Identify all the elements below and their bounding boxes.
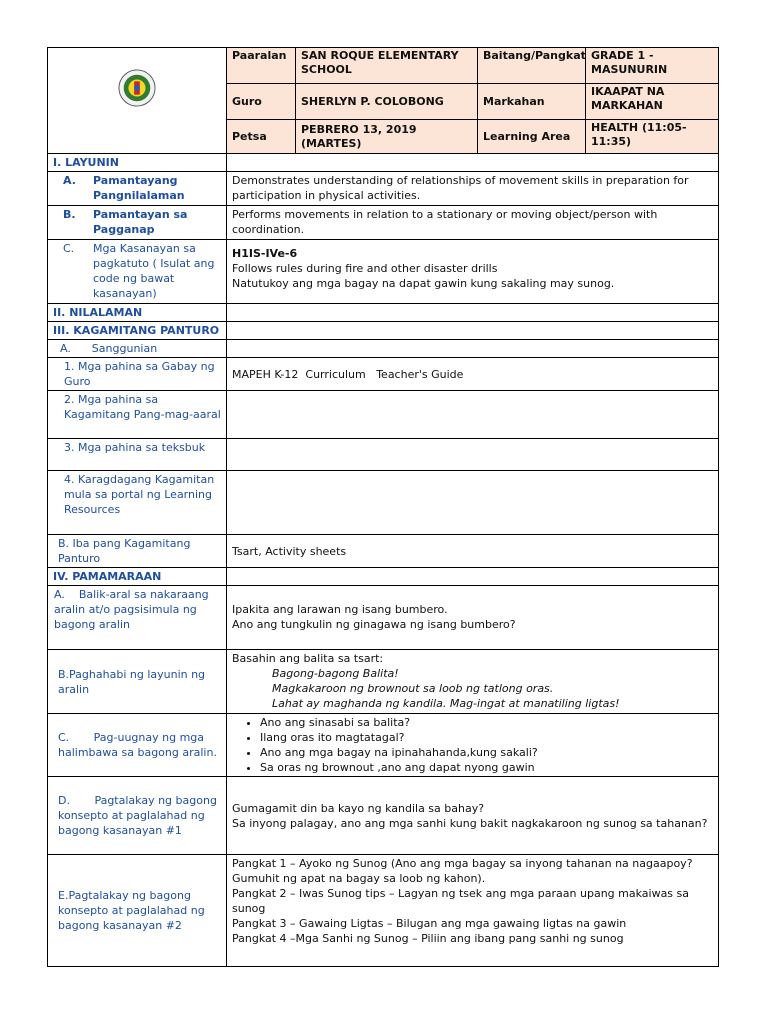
pagtalakay-1-line-1: Gumagamit din ba kayo ng kandila sa bahay? xyxy=(232,801,485,815)
pagtalakay-2-line-2: Gumuhit ng apat na bagay sa loob ng kahon). xyxy=(232,872,486,885)
label-balik-aral: A. Balik-aral sa nakaraang aralin at/o pagsisimula ng bagong aralin xyxy=(48,586,227,650)
list-item: • Ano ang mga bagay na ipinahahanda,kung sakali? xyxy=(260,745,713,760)
label-teksbuk: 3. Mga pahina sa teksbuk xyxy=(48,439,227,471)
list-item: • Sa oras ng brownout ,ano ang dapat nyong gawin xyxy=(260,760,713,775)
label-a: A. Pamantayang Pangnilalaman xyxy=(48,172,227,206)
section-kagamitan: III. KAGAMITANG PANTURO xyxy=(48,322,227,340)
label-c: C. Mga Kasanayan sa pagkatuto ( Isulat ang code ng bawat kasanayan) xyxy=(48,240,227,304)
pag-uugnay-list xyxy=(232,715,713,775)
section-nilalaman: II. NILALAMAN xyxy=(48,304,227,322)
paghahabi-line-1: Basahin ang balita sa tsart: xyxy=(232,652,384,665)
label-karagdagang-kagamitan: 4. Karagdagang Kagamitan mula sa portal ng Learning Resources xyxy=(48,471,227,535)
school-label: Paaralan xyxy=(227,48,296,84)
label-b: B. Pamantayan sa Pagganap xyxy=(48,206,227,240)
value-pagtalakay-1 xyxy=(227,777,719,855)
balik-aral-line-2: Ano ang tungkulin ng ginagawa ng isang bumbero? xyxy=(232,618,516,631)
competency-code: H1IS-IVe-6 xyxy=(232,247,298,260)
logo-cell xyxy=(48,48,227,154)
value-paghahabi xyxy=(227,650,719,714)
label-iba-pang-kagamitan: B. Iba pang Kagamitang Panturo xyxy=(48,535,227,568)
label-gabay: 1. Mga pahina sa Gabay ng Guro xyxy=(48,358,227,391)
teacher-label: Guro xyxy=(227,84,296,120)
label-kagamitang-pang-mag-aaral: 2. Mga pahina sa Kagamitang Pang-mag-aaral xyxy=(48,391,227,439)
section-pamamaraan: IV. PAMAMARAAN xyxy=(48,568,227,586)
paghahabi-line-3: Magkakaroon ng brownout sa loob ng tatlong oras. xyxy=(272,682,554,695)
school-value: SAN ROQUE ELEMENTARY SCHOOL xyxy=(296,48,478,84)
value-a: Demonstrates understanding of relationships of movement skills in preparation for participation in physical activities. xyxy=(227,172,719,206)
pagtalakay-2-line-3: Pangkat 2 – Iwas Sunog tips – Lagyan ng tsek ang mga paraan upang makaiwas sa sunog xyxy=(232,887,690,915)
label-pagtalakay-1: D. Pagtalakay ng bagong konsepto at paglalahad ng bagong kasanayan #1 xyxy=(48,777,227,855)
lesson-plan xyxy=(47,47,718,967)
pagtalakay-2-line-1: Pangkat 1 – Ayoko ng Sunog (Ano ang mga bagay sa inyong tahanan na nagaapoy? xyxy=(232,857,693,870)
pagtalakay-1-line-2: Sa inyong palagay, ano ang mga sanhi kung bakit nagkakaroon ng sunog sa tahanan? xyxy=(232,816,708,830)
label-sanggunian: A. Sanggunian xyxy=(48,340,227,358)
competency-line-1: Follows rules during fire and other disaster drills xyxy=(232,262,498,275)
value-iba-pang-kagamitan: Tsart, Activity sheets xyxy=(227,535,719,568)
value-gabay: MAPEH K-12 Curriculum Teacher's Guide xyxy=(227,358,719,391)
label-paghahabi: B.Paghahabi ng layunin ng aralin xyxy=(48,650,227,714)
grade-label: Baitang/Pangkat xyxy=(478,48,586,84)
quarter-value: IKAAPAT NA MARKAHAN xyxy=(586,84,719,120)
grade-value: GRADE 1 - MASUNURIN xyxy=(586,48,719,84)
list-item: • Ano ang sinasabi sa balita? xyxy=(260,715,713,730)
section-layunin: I. LAYUNIN xyxy=(48,154,227,172)
value-balik-aral xyxy=(227,586,719,650)
value-c xyxy=(227,240,719,304)
teacher-value: SHERLYN P. COLOBONG xyxy=(296,84,478,120)
area-label: Learning Area xyxy=(478,120,586,154)
value-pag-uugnay xyxy=(227,714,719,777)
label-pag-uugnay: C. Pag-uugnay ng mga halimbawa sa bagong aralin. xyxy=(48,714,227,777)
deped-seal-icon xyxy=(118,69,156,107)
pagtalakay-2-line-4: Pangkat 3 – Gawaing Ligtas – Bilugan ang mga gawaing ligtas na gawin xyxy=(232,917,627,930)
date-value: PEBRERO 13, 2019 (MARTES) xyxy=(296,120,478,154)
list-item: • Ilang oras ito magtatagal? xyxy=(260,730,713,745)
paghahabi-line-4: Lahat ay maghanda ng kandila. Mag-ingat at manatiling ligtas! xyxy=(272,697,620,710)
pagtalakay-2-line-5: Pangkat 4 –Mga Sanhi ng Sunog – Piliin ang ibang pang sanhi ng sunog xyxy=(232,932,624,945)
lesson-plan-table xyxy=(47,47,719,967)
value-pagtalakay-2 xyxy=(227,855,719,967)
competency-line-2: Natutukoy ang mga bagay na dapat gawin kung sakaling may sunog. xyxy=(232,277,615,290)
date-label: Petsa xyxy=(227,120,296,154)
balik-aral-line-1: Ipakita ang larawan ng isang bumbero. xyxy=(232,603,448,616)
quarter-label: Markahan xyxy=(478,84,586,120)
area-value: HEALTH (11:05-11:35) xyxy=(586,120,719,154)
paghahabi-line-2: Bagong-bagong Balita! xyxy=(272,667,399,680)
value-b: Performs movements in relation to a stationary or moving object/person with coordination. xyxy=(227,206,719,240)
label-pagtalakay-2: E.Pagtalakay ng bagong konsepto at paglalahad ng bagong kasanayan #2 xyxy=(48,855,227,967)
